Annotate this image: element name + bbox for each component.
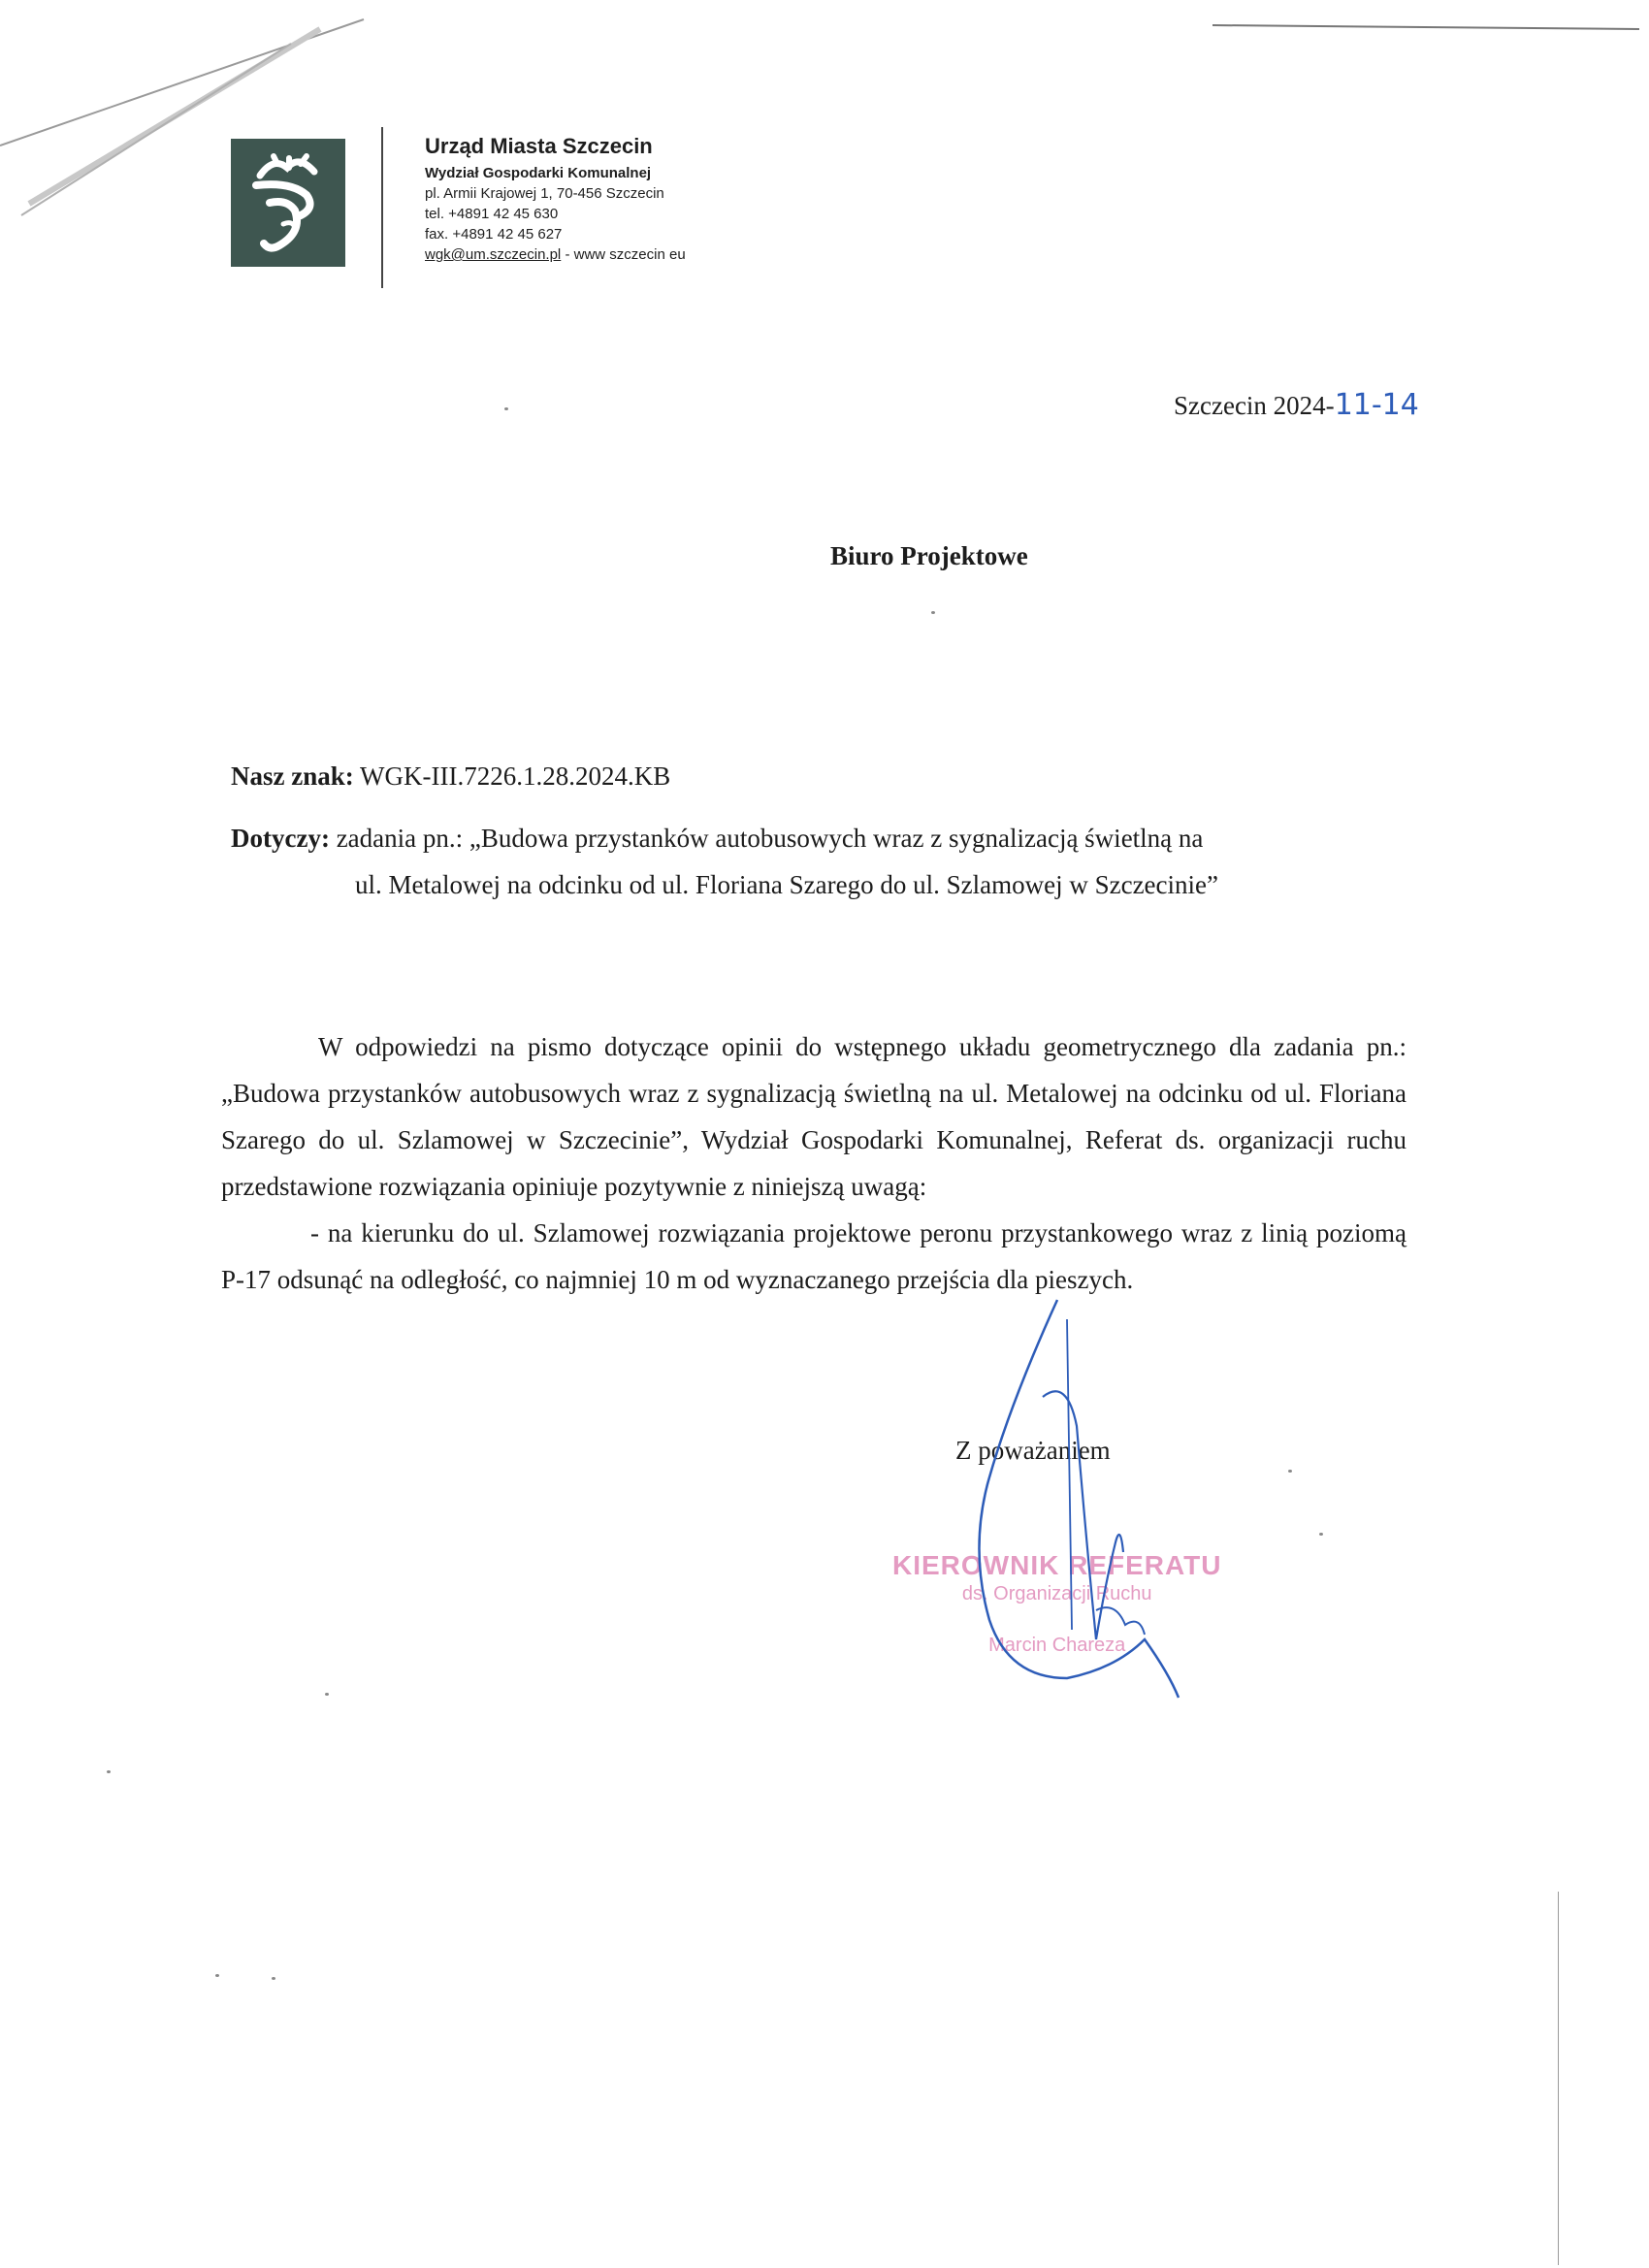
body-paragraph: W odpowiedzi na pismo dotyczące opinii do wstępnego układu geometrycznego dla zadania pn.: „Budowa przystanków autobusowych wraz z sygnalizacją świetlną na ul. Metalowej na odcinku od ul. Floriana Szarego do ul. Szlamowej w Szczecinie”, Wydział Gospodarki Komunalnej, Referat ds. organizacji ruchu przedstawione rozwiązania opiniuje pozytywnie z niniejszą uwagą:: [221, 1032, 1406, 1201]
city-logo: [231, 139, 345, 267]
handwritten-signature: [951, 1290, 1203, 1707]
scan-speck: [325, 1693, 329, 1696]
recipient: Biuro Projektowe: [830, 541, 1028, 570]
reference-label: Nasz znak:: [231, 761, 354, 791]
closing: Z poważaniem: [955, 1436, 1111, 1465]
website-link[interactable]: www szczecin eu: [573, 246, 686, 263]
department-name: Wydział Gospodarki Komunalnej: [425, 165, 652, 181]
griffin-icon: [231, 139, 345, 267]
address: pl. Armii Krajowej 1, 70-456 Szczecin: [425, 185, 664, 202]
letterhead: [425, 136, 686, 262]
body-remark-item: - na kierunku do ul. Szlamowej rozwiązania projektowe peronu przystankowego wraz z linią poziomą P-17 odsunąć na odległość, co najmniej 10 m od wyznaczanego przejścia dla pieszych.: [221, 1218, 1406, 1294]
subject-line-1: zadania pn.: „Budowa przystanków autobusowych wraz z sygnalizacją świetlną na: [336, 824, 1204, 853]
reference-line: [231, 761, 670, 792]
subject-block: [231, 815, 1414, 908]
organization-name: Urząd Miasta Szczecin: [425, 134, 653, 158]
email-link[interactable]: wgk@um.szczecin.pl: [425, 246, 562, 263]
stamp-subtitle: ds. Organizacji Ruchu: [961, 1583, 1152, 1604]
letter-body: [221, 1023, 1406, 1303]
scan-speck: [1288, 1470, 1292, 1473]
subject-line-2: ul. Metalowej na odcinku od ul. Floriana Szarego do ul. Szlamowej w Szczecinie”: [355, 870, 1218, 899]
contact-web: [425, 247, 686, 262]
letter-date: [1174, 388, 1419, 422]
scan-speck: [215, 1974, 219, 1977]
stamp-name: Marcin Chareza: [988, 1635, 1126, 1656]
contact-separator: -: [565, 246, 570, 263]
phone: tel. +4891 42 45 630: [425, 206, 559, 222]
date-handwritten: 11-14: [1334, 388, 1419, 422]
fax: fax. +4891 42 45 627: [425, 226, 563, 243]
date-prefix: Szczecin 2024-: [1174, 391, 1335, 420]
scan-edge-line: [1558, 1892, 1559, 2265]
scan-speck: [1319, 1533, 1323, 1536]
scan-speck: [272, 1977, 275, 1980]
stamp-title: KIEROWNIK REFERATU: [892, 1550, 1222, 1580]
header-divider: [381, 127, 383, 288]
scan-speck: [504, 407, 508, 410]
reference-value: WGK-III.7226.1.28.2024.KB: [360, 761, 671, 791]
scan-speck: [107, 1770, 111, 1773]
scan-speck: [931, 611, 935, 614]
subject-label: Dotyczy:: [231, 824, 330, 853]
